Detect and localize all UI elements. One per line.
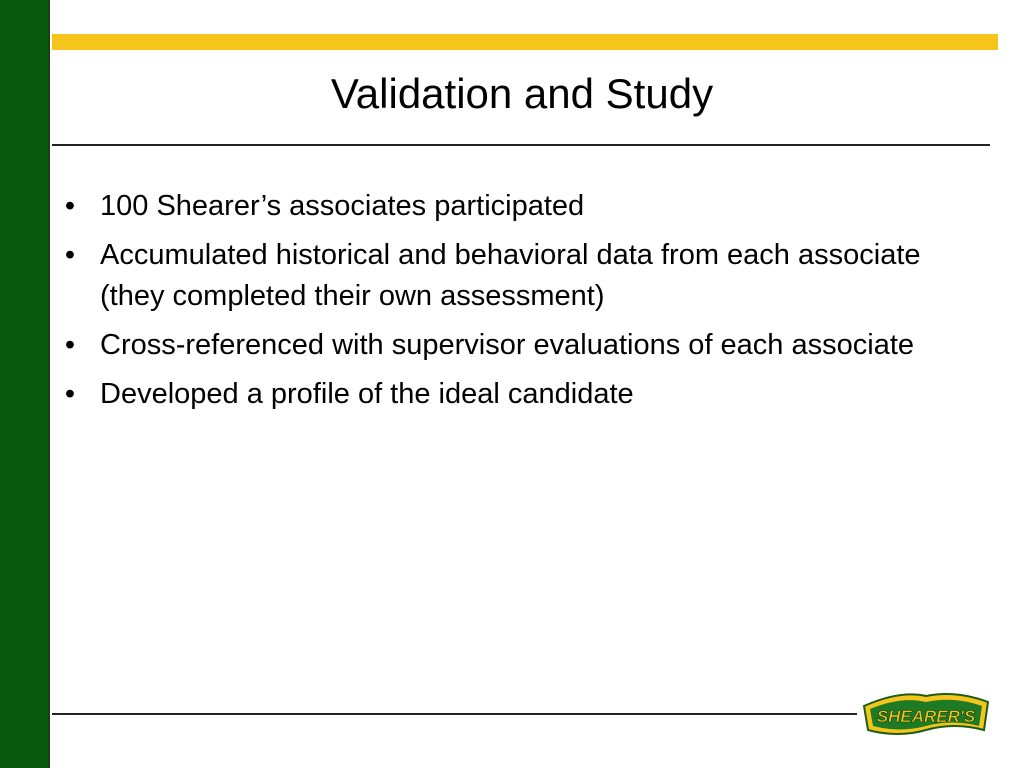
bullet-list [60,186,940,423]
bullet-item [60,186,940,227]
slide-title: Validation and Study [330,70,714,117]
bullet-marker: • [64,190,76,222]
bullet-text: Developed a profile of the ideal candidate [100,378,634,410]
bullet-item [60,374,940,415]
bullet-text: Cross-referenced with supervisor evaluations of each associate [100,329,915,361]
bullet-marker: • [64,378,76,410]
footer-divider [52,713,857,715]
bullet-item [60,325,940,366]
bullet-marker: • [64,329,76,361]
logo-text: SHEARER'S [876,707,976,726]
bullet-text: Accumulated historical and behavioral data from each associate (they completed their own assessment) [100,239,921,312]
left-accent-bar [0,0,50,768]
bullet-marker: • [64,239,76,271]
bullet-item [60,235,940,317]
title-divider [52,144,990,146]
top-accent-band [52,34,998,50]
bullet-text: 100 Shearer’s associates participated [100,190,585,222]
shearers-logo [860,684,992,748]
